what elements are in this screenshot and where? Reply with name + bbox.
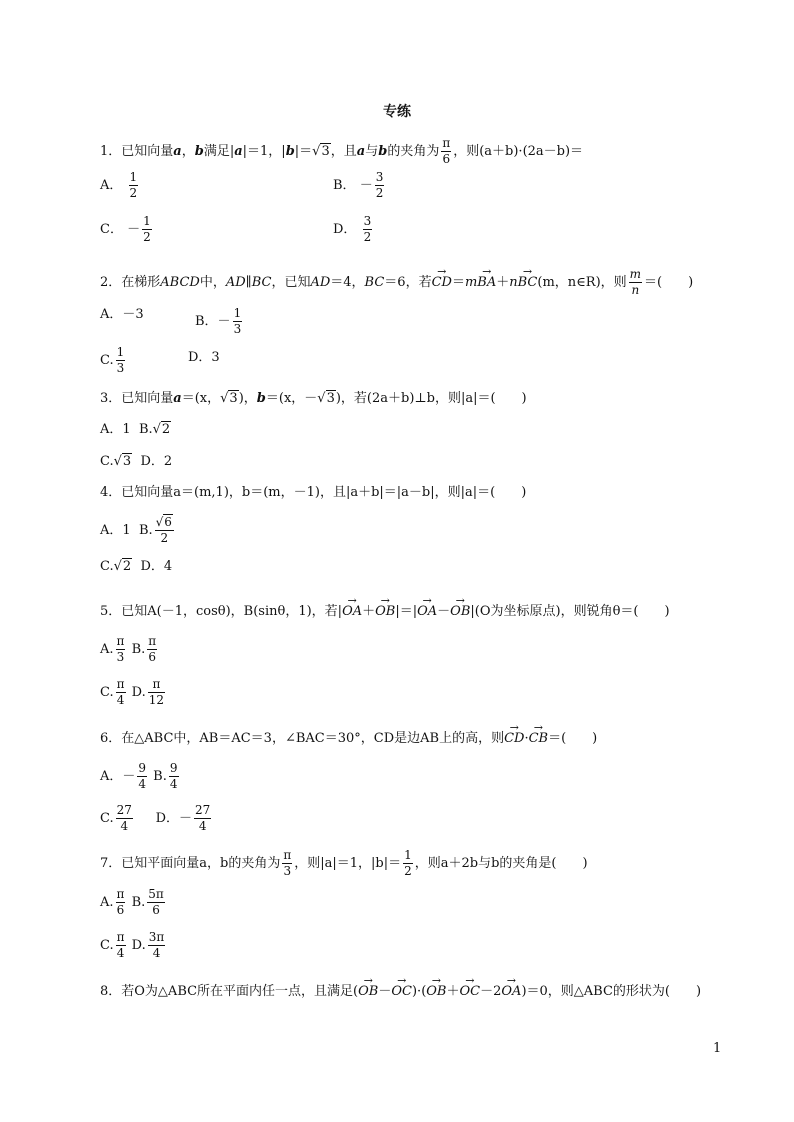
question-4-stem: 4．已知向量a＝(m,1)，b＝(m，－1)，且|a＋b|＝|a－b|，则|a|＝( ) (100, 485, 527, 500)
q4-option-b: B. $\frac{√6}{2}$ (138, 515, 172, 545)
q5-option-d: D. $\frac{\pi}{12}$ (131, 677, 165, 707)
page-title: 专练 (383, 104, 411, 120)
q7-option-d: D. $\frac{3\pi}{4}$ (131, 930, 165, 960)
q3-option-c: C.√3 (100, 454, 132, 469)
q1-text5: 与 (365, 144, 379, 159)
q4-option-c: C.√2 (100, 559, 132, 574)
q1-text4: ，且 (330, 144, 357, 159)
q4-option-d: D．4 (140, 559, 173, 574)
question-7-stem: 7．已知平面向量a，b的夹角为 $\frac{\pi}{3}$ ，则|a|＝1，|b|＝ $\frac{1}{2}$ ，则a＋2b与b的夹角是( ) (100, 848, 588, 878)
q5-option-b: B. $\frac{\pi}{6}$ (131, 634, 157, 664)
q2-vector-ba: → BA (477, 274, 496, 292)
q1-angle-fraction: $\frac{\pi}{6}$ (442, 136, 451, 166)
q1-var-b: b (194, 144, 204, 159)
q7-option-c: C. $\frac{\pi}{4}$ (100, 930, 125, 960)
q2-vector-cd: → CD (432, 274, 452, 292)
q1-text: 满足| (203, 144, 235, 159)
q1-sqrt: √3 (312, 144, 330, 159)
q1-text6: 的夹角为 (387, 144, 440, 159)
q2-option-d: D．3 (188, 350, 220, 365)
q3-options-row-1 (100, 421, 171, 439)
q1-option-c: C． － $\frac{1}{2}$ (100, 214, 151, 244)
q3-option-d: D．2 (140, 454, 173, 469)
q3-option-a: A．1 (100, 422, 131, 437)
question-6-stem: 6．在△ABC中，AB＝AC＝3，∠BAC＝30°，CD是边AB上的高，则→ CD·→ CB＝( ) (100, 730, 597, 748)
q3-options-row-2 (100, 453, 172, 471)
q2-option-c: C. $\frac{1}{3}$ (100, 345, 125, 375)
q6-options-row-1 (100, 761, 181, 792)
q7-options-row-1 (100, 887, 167, 918)
q7-options-row-2 (100, 930, 167, 961)
q6-option-b: B. $\frac{9}{4}$ (153, 761, 178, 791)
q2-vector-bc: → BC (518, 274, 538, 292)
q6-option-a: A．－ $\frac{9}{4}$ (100, 761, 147, 791)
question-3-stem: 3．已知向量a＝(x，√3)，b＝(x，－√3)，若(2a＋b)⊥b，则|a|＝( ) (100, 391, 527, 406)
question-1-stem: 1．已知向量a，b满足|a|＝1，|b|＝√3，且a与b的夹角为 $\frac{\pi}{6}$ ，则(a＋b)·(2a－b)＝ (100, 136, 584, 166)
q1-number: 1．已知向量 (100, 144, 174, 159)
q1-var-a: a (173, 144, 182, 159)
q5-options-row-1 (100, 634, 159, 665)
q2-ratio: $\frac{m}{n}$ (629, 267, 642, 297)
q1-text2: |＝1，| (242, 144, 286, 159)
q7-option-b: B. $\frac{5\pi}{6}$ (131, 887, 164, 917)
question-2-stem: 2．在梯形ABCD中，AD∥BC，已知AD＝4，BC＝6，若→ CD＝m→ BA＋n→ BC(m，n∈R)，则 $\frac{m}{n}$ ＝( ) (100, 267, 693, 298)
q4-option-a: A．1 (100, 523, 131, 538)
q1-option-b: B． － $\frac{3}{2}$ (333, 170, 384, 200)
question-8-stem: 8．若O为△ABC所在平面内任一点，且满足(→ OB－→ OC)·(→ OB＋→ OC－2→ OA)＝0，则△ABC的形状为( ) (100, 983, 701, 1001)
q5-option-a: A. $\frac{\pi}{3}$ (100, 634, 125, 664)
q2-option-b: B．－ $\frac{1}{3}$ (195, 306, 242, 336)
q2-option-a: A．－3 (100, 307, 144, 322)
q5-options-row-2 (100, 677, 167, 708)
q4-options-row-1 (100, 515, 176, 546)
q1-expression: ，则(a＋b)·(2a－b)＝ (453, 144, 584, 159)
q6-option-d: D．－ $\frac{27}{4}$ (155, 803, 211, 833)
q5-option-c: C. $\frac{\pi}{4}$ (100, 677, 125, 707)
q7-option-a: A. $\frac{\pi}{6}$ (100, 887, 125, 917)
q3-option-b: B.√2 (138, 422, 171, 437)
question-5-stem: 5．已知A(－1，cosθ)，B(sinθ，1)，若|→ OA＋→ OB|＝|→ OA－→ OB|(O为坐标原点)，则锐角θ＝( ) (100, 603, 670, 621)
q1-sep: ， (181, 144, 195, 159)
q6-option-c: C. $\frac{27}{4}$ (100, 803, 132, 833)
q1-option-a: A． $\frac{1}{2}$ (100, 170, 138, 200)
q1-option-d: D． $\frac{3}{2}$ (333, 214, 372, 244)
q6-options-row-2 (100, 803, 213, 834)
q4-options-row-2 (100, 558, 172, 576)
q1-text3: |＝ (294, 144, 313, 159)
page-number: 1 (713, 1041, 722, 1056)
